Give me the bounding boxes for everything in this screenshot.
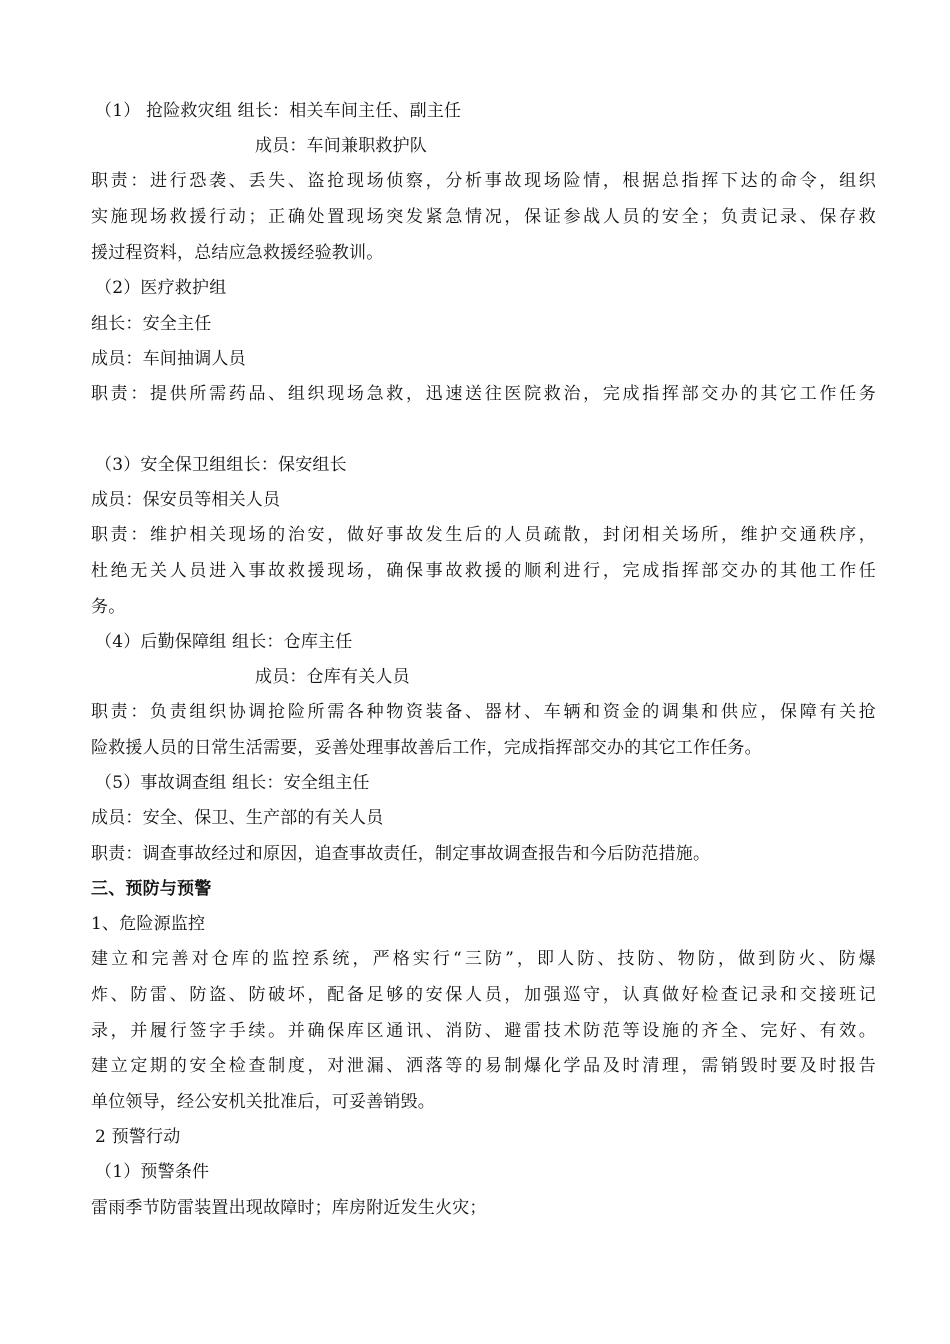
medical-group-duty: 职责：提供所需药品、组织现场急救，迅速送往医院救治，完成指挥部交办的其它工作任务 [91,384,876,404]
logistics-group-duty-line-2: 险救援人员的日常生活需要，妥善处理事故善后工作，完成指挥部交办的其它工作任务。 [91,738,762,758]
medical-group-leader: 组长：安全主任 [91,314,212,334]
rescue-group-duty-line-3: 援过程资料，总结应急救援经验教训。 [91,243,384,263]
logistics-group-duty-line-1: 职责：负责组织协调抢险所需各种物资装备、器材、车辆和资金的调集和供应，保障有关抢 [91,702,876,722]
medical-group-members: 成员：车间抽调人员 [91,349,246,369]
hazard-monitoring-line-3: 录，并履行签字手续。并确保库区通讯、消防、避雷技术防范等设施的齐全、完好、有效。 [91,1021,876,1041]
warning-conditions-heading: （1）预警条件 [95,1162,210,1182]
security-group-duty-line-1: 职责：维护相关现场的治安，做好事故发生后的人员疏散，封闭相关场所，维护交通秩序， [91,525,876,545]
hazard-monitoring-line-4: 建立定期的安全检查制度，对泄漏、洒落等的易制爆化学品及时清理，需销毁时要及时报告 [91,1056,876,1076]
investigation-group-duty: 职责：调查事故经过和原因，追查事故责任，制定事故调查报告和今后防范措施。 [91,844,711,864]
hazard-monitoring-line-5: 单位领导，经公安机关批准后，可妥善销毁。 [91,1092,435,1112]
hazard-monitoring-line-1: 建立和完善对仓库的监控系统，严格实行“三防”，即人防、技防、物防，做到防火、防爆 [91,949,876,969]
rescue-group-members: 成员：车间兼职救护队 [255,136,427,156]
logistics-group-heading: （4）后勤保障组 组长：仓库主任 [95,632,353,652]
warning-conditions-text: 雷雨季节防雷装置出现故障时；库房附近发生火灾； [91,1198,487,1218]
section-heading-prevention: 三、预防与预警 [91,879,212,899]
security-group-duty-line-2: 杜绝无关人员进入事故救援现场，确保事故救援的顺利进行，完成指挥部交办的其他工作任 [91,561,876,581]
rescue-group-duty-line-2: 实施现场救援行动；正确处置现场突发紧急情况，保证参战人员的安全；负责记录、保存救 [91,207,876,227]
hazard-monitoring-line-2: 炸、防雷、防盗、防破坏，配备足够的安保人员，加强巡守，认真做好检查记录和交接班记 [91,985,876,1005]
security-group-members: 成员：保安员等相关人员 [91,490,281,510]
logistics-group-members: 成员：仓库有关人员 [255,667,410,687]
security-group-duty-line-3: 务。 [91,597,126,617]
investigation-group-heading: （5）事故调查组 组长：安全组主任 [95,773,370,793]
security-group-heading: （3）安全保卫组组长：保安组长 [95,455,347,475]
medical-group-heading: （2）医疗救护组 [95,278,227,298]
subsection-hazard-monitoring: 1、危险源监控 [91,914,206,934]
rescue-group-heading: （1） 抢险救灾组 组长：相关车间主任、副主任 [95,101,462,121]
subsection-early-warning: 2 预警行动 [95,1127,181,1147]
rescue-group-duty-line-1: 职责：进行恐袭、丢失、盗抢现场侦察，分析事故现场险情，根据总指挥下达的命令，组织 [91,171,876,191]
investigation-group-members: 成员：安全、保卫、生产部的有关人员 [91,808,384,828]
